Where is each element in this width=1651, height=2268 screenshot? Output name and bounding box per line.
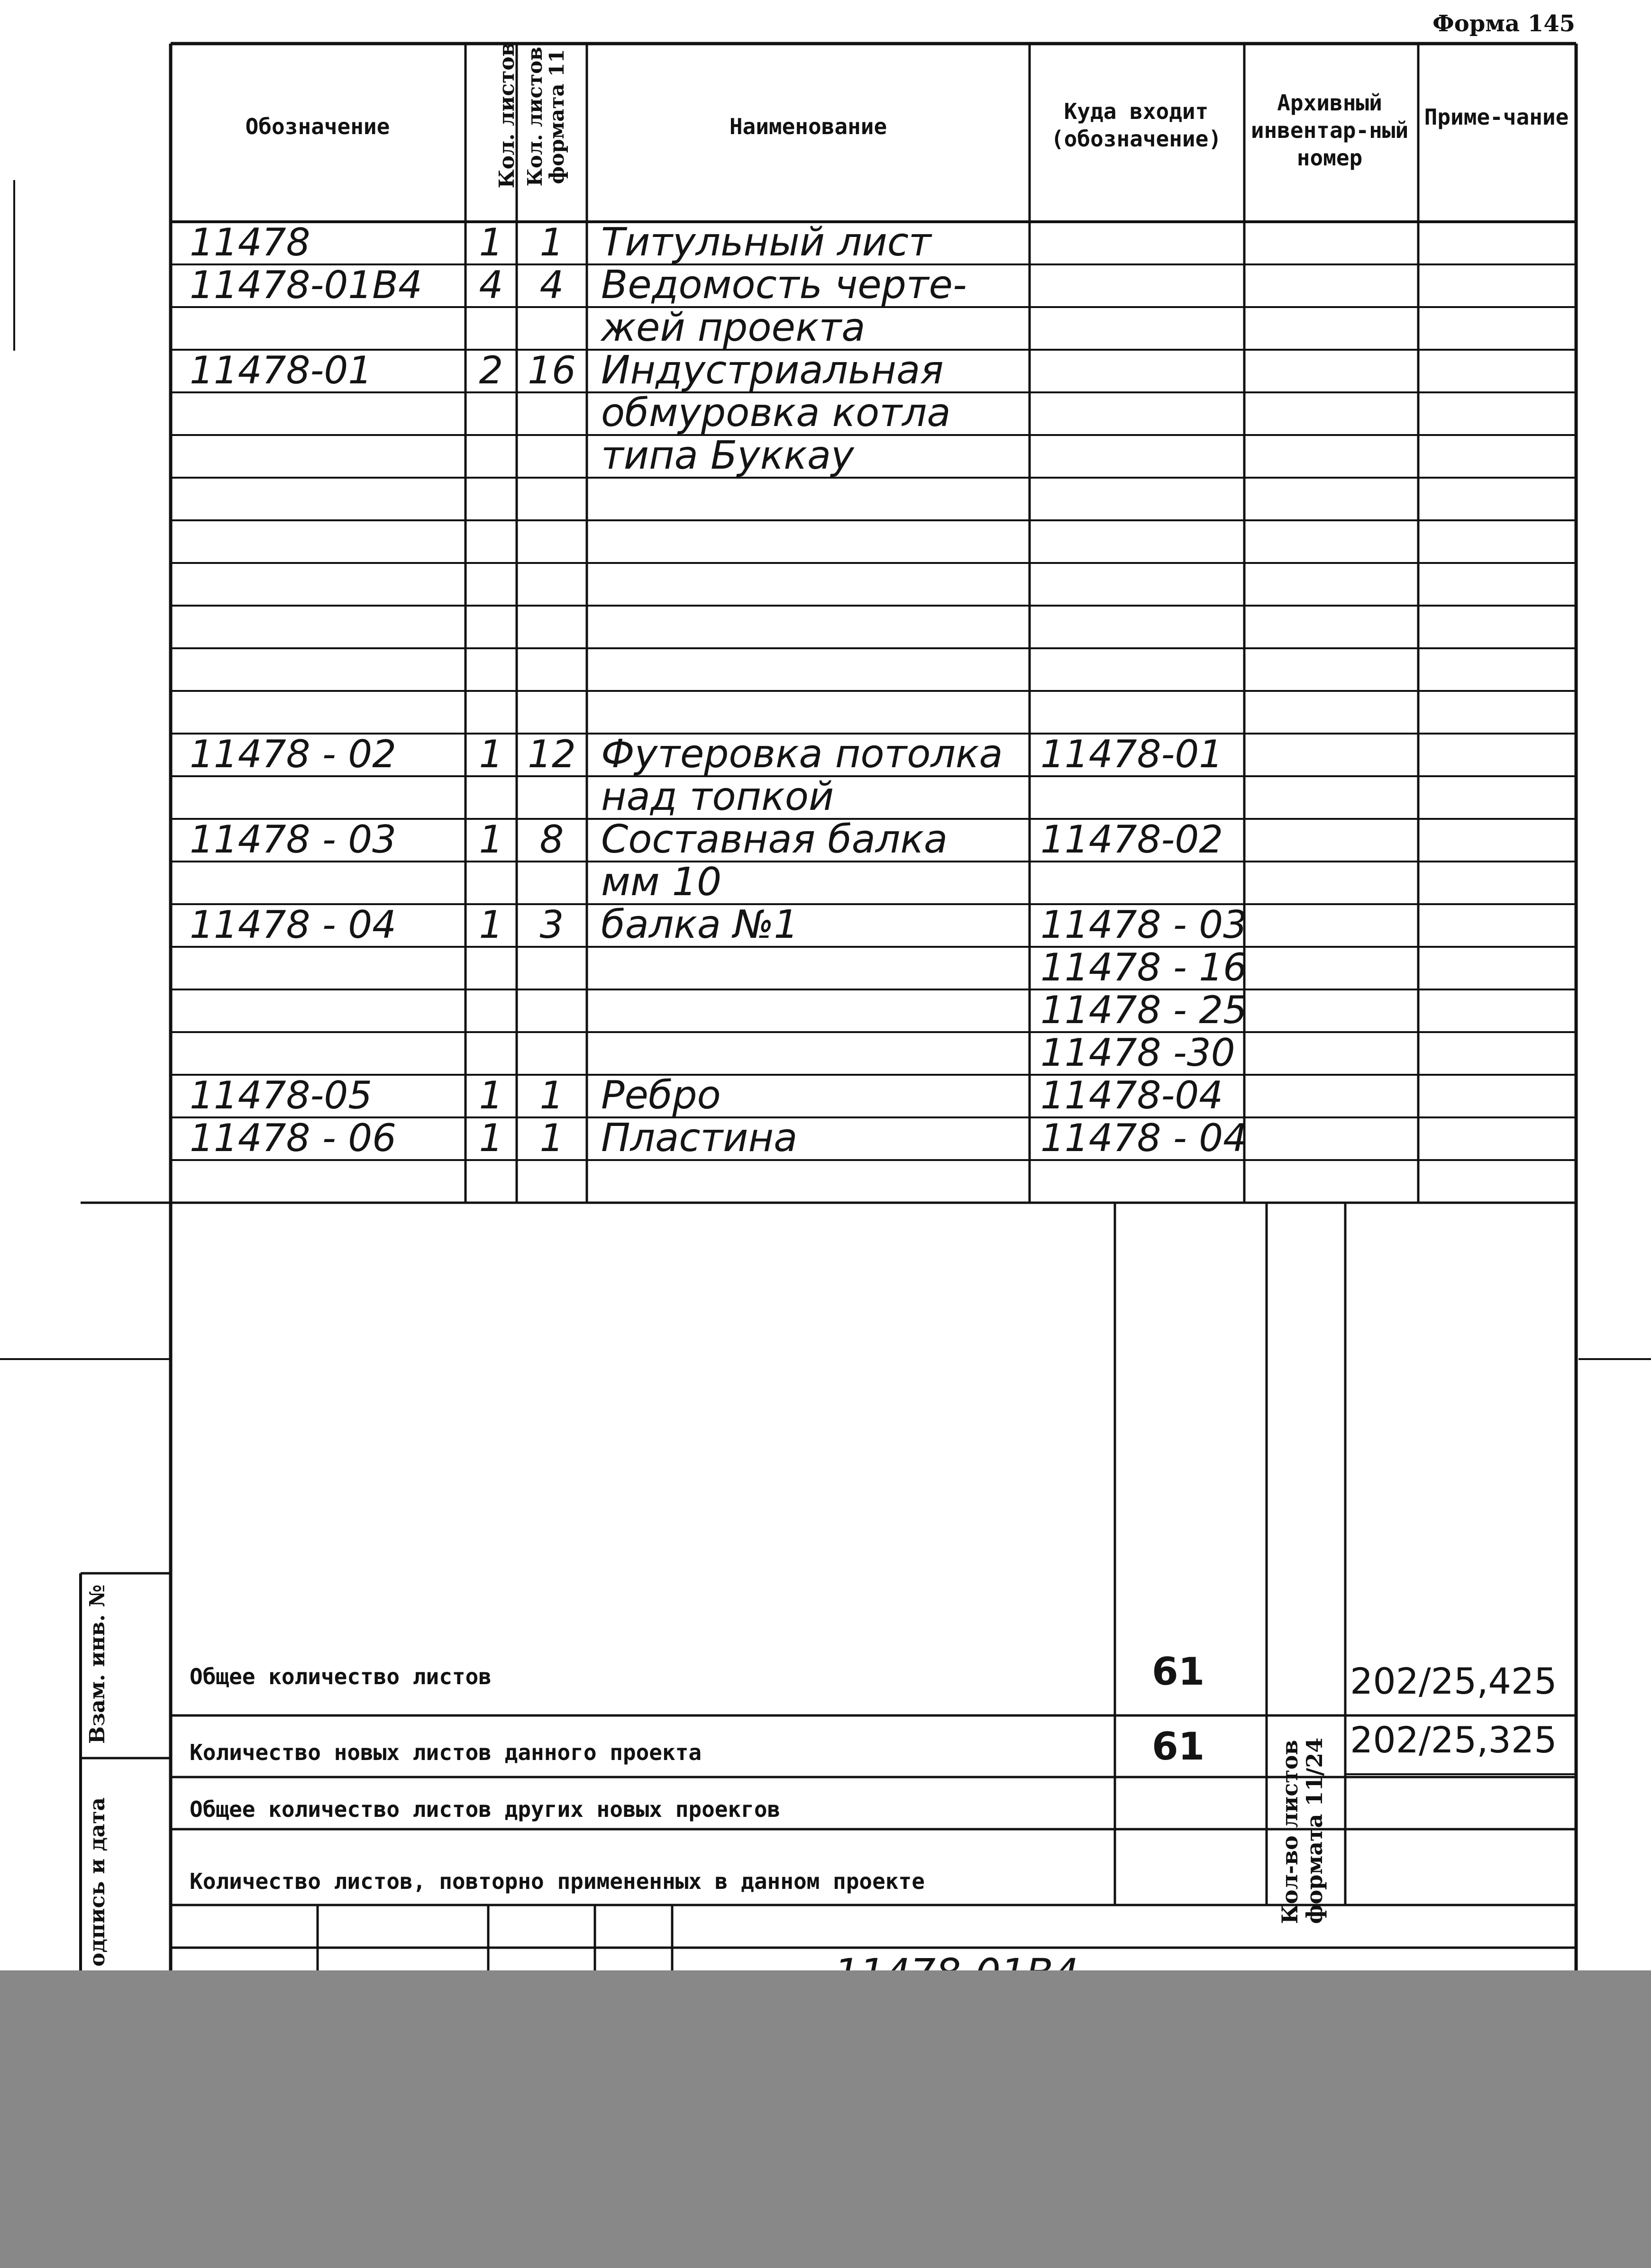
row-sheets-format: 4: [539, 263, 564, 307]
row-name: Составная балка: [601, 817, 948, 862]
row-sheets-count: 1: [479, 220, 503, 264]
row-included-in: 11478-01: [1040, 732, 1223, 776]
header-name: Наименование: [729, 114, 887, 139]
summary-new-label: Количество новых листов данного проекта: [190, 1740, 702, 1765]
row-designation: 11478 - 06: [190, 1116, 397, 1160]
row-sheets-format: 12: [528, 732, 576, 776]
row-sheets-format: 3: [539, 903, 564, 947]
row-name: Футеровка потолка: [601, 732, 1003, 777]
row-name: Ребро: [601, 1073, 721, 1118]
row-name: балка №1: [601, 902, 799, 947]
row-designation: 11478 - 04: [190, 903, 397, 947]
row-included-in: 11478 -30: [1040, 1031, 1235, 1075]
row-name: Индустриальная: [601, 348, 944, 393]
summary-total-value: 61: [1152, 1650, 1205, 1694]
row-designation: 11478-01В4: [190, 263, 422, 307]
row-sheets-format: 8: [539, 817, 564, 862]
row-included-in: 11478 - 04: [1040, 1116, 1248, 1160]
summary-format-value-2: 202/25,325: [1350, 1719, 1557, 1761]
bottom-cover: [0, 1970, 1651, 2268]
row-name: Ведомость черте-: [601, 263, 967, 308]
row-sheets-count: 1: [479, 1073, 503, 1117]
row-included-in: 11478 - 03: [1040, 903, 1248, 947]
row-sheets-count: 1: [479, 817, 503, 862]
row-sheets-count: 1: [479, 1116, 503, 1160]
row-designation: 11478-05: [190, 1073, 373, 1117]
side-sign-label: одпись и дата: [85, 1797, 109, 1967]
row-name: жей проекта: [601, 305, 866, 350]
stamp-designation-partial: [834, 1950, 1078, 1970]
header-archive: Архивный инвентар-ный номер: [1250, 90, 1409, 171]
row-name: мм 10: [601, 860, 722, 905]
side-swap-label: Взам. инв. №: [85, 1584, 109, 1744]
summary-format-value-1: 202/25,425: [1350, 1660, 1557, 1702]
header-included-in: Куда входит (обозначение): [1050, 99, 1222, 152]
row-sheets-count: 4: [479, 263, 503, 307]
row-name: типа Буккау: [601, 433, 854, 478]
row-sheets-count: 1: [479, 732, 503, 776]
header-sheets-format: [524, 27, 568, 207]
summary-other-label: Общее количество листов других новых проекгов: [190, 1796, 781, 1822]
summary-format-label: Кол-во листов формата 11/24: [1277, 1737, 1327, 1924]
row-included-in: 11478-02: [1040, 817, 1223, 862]
row-sheets-count: 2: [479, 348, 503, 392]
row-included-in: 11478-04: [1040, 1073, 1223, 1117]
summary-reused-label: Количество листов, повторно примененных в данном проекте: [190, 1869, 925, 1894]
summary-total-label: Общее количество листов: [190, 1664, 492, 1689]
header-sheets-count: Кол. листов: [495, 42, 519, 189]
header-designation: Обозначение: [245, 114, 390, 139]
row-designation: 11478 - 02: [190, 732, 397, 776]
row-included-in: 11478 - 25: [1040, 988, 1248, 1032]
row-designation: 11478-01: [190, 348, 373, 392]
row-sheets-format: 1: [539, 1116, 564, 1160]
row-sheets-format: 1: [539, 220, 564, 264]
row-name: над топкой: [601, 774, 834, 819]
row-name: Пластина: [601, 1116, 798, 1161]
form-label: Форма 145: [1432, 10, 1575, 37]
row-name: обмуровка котла: [601, 390, 951, 435]
header-note: Приме-чание: [1424, 104, 1569, 130]
row-sheets-format: 16: [528, 348, 576, 392]
row-included-in: 11478 - 16: [1040, 945, 1248, 989]
row-name: Титульный лист: [601, 220, 931, 265]
header-sheets-format-text: Кол. листов формата 11: [523, 46, 568, 187]
row-sheets-format: 1: [539, 1073, 564, 1117]
row-designation: 11478 - 03: [190, 817, 397, 862]
summary-new-value: 61: [1152, 1724, 1205, 1769]
row-designation: 11478: [190, 220, 310, 264]
row-sheets-count: 1: [479, 903, 503, 947]
